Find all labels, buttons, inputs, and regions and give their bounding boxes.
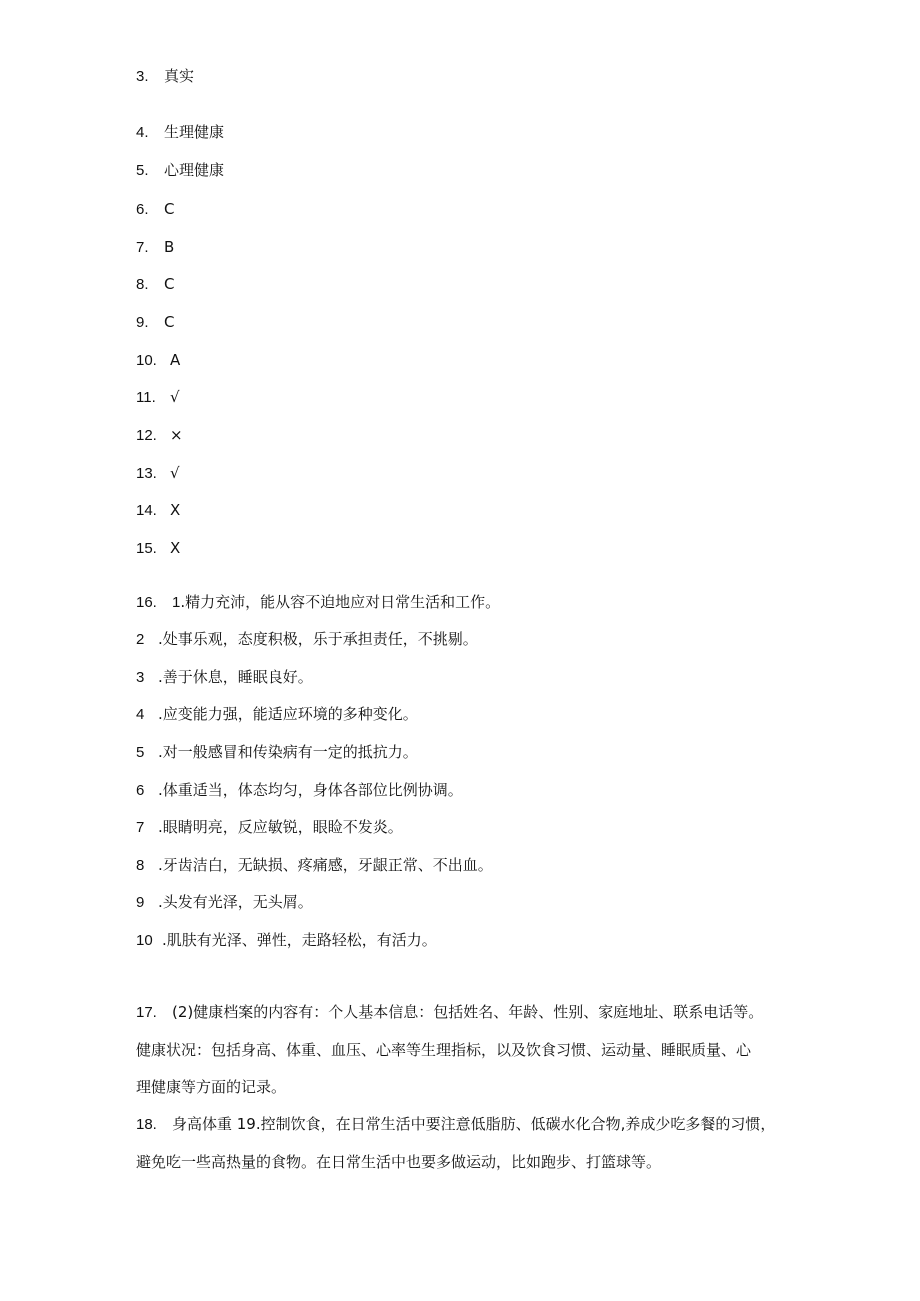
answer-text: √ [170,388,180,406]
answer-number: 9. [136,314,149,331]
item-text: .应变能力强，能适应环境的多种变化。 [158,705,418,723]
item-text: .眼睛明亮，反应敏锐，眼睑不发炎。 [158,818,403,836]
answer-number: 4. [136,124,149,141]
answer-text: 心理健康 [164,161,225,179]
q16-item-8 [136,855,493,875]
question-number: 16. [136,594,157,611]
answer-number: 10. [136,352,157,369]
paragraph-text: 健康状况：包括身高、体重、血压、心率等生理指标，以及饮食习惯、运动量、睡眠质量、心 [136,1041,752,1059]
q16-item-2 [136,629,478,649]
answer-text: √ [170,464,180,482]
q17-line-1 [136,1002,786,1022]
item-number: 10 [136,932,153,949]
answer-number: 8. [136,276,149,293]
answer-9 [136,312,174,332]
answer-text: C [164,313,175,331]
q16-item-5 [136,742,418,762]
q16-item-3 [136,667,313,687]
answer-13 [136,463,180,483]
item-text: .精力充沛，能从容不迫地应对日常生活和工作。 [180,593,501,611]
answer-text: B [164,238,175,256]
item-number: 7 [136,819,145,836]
answer-14 [136,500,180,520]
q16-item-4 [136,704,418,724]
item-text: .善于休息，睡眠良好。 [158,668,313,686]
q16-item-6 [136,780,463,800]
q16-item-1 [136,592,500,612]
answer-number: 11. [136,389,156,406]
answer-5 [136,160,224,180]
answer-number: 7. [136,239,149,256]
item-text: .体重适当，体态均匀，身体各部位比例协调。 [158,781,463,799]
item-text: .处事乐观，态度积极，乐于承担责任，不挑剔。 [158,630,478,648]
item-number: 8 [136,857,145,874]
answer-number: 15. [136,540,157,557]
item-text: .牙齿洁白，无缺损、疼痛感，牙龈正常、不出血。 [158,856,493,874]
answer-number: 14. [136,502,157,519]
answer-6 [136,199,174,219]
paragraph-text: (2)健康档案的内容有：个人基本信息：包括姓名、年龄、性别、家庭地址、联系电话等。 [172,1003,764,1021]
item-text: .头发有光泽，无头屑。 [158,893,313,911]
paragraph-text: 身高体重 19.控制饮食，在日常生活中要注意低脂肪、低碳水化合物,养成少吃多餐的习惯， [172,1115,776,1133]
paragraph-text: 避免吃一些高热量的食物。在日常生活中也要多做运动，比如跑步、打篮球等。 [136,1153,662,1171]
answer-number: 12. [136,427,157,444]
item-number: 4 [136,706,145,723]
answer-10 [136,350,180,370]
item-number: 1 [172,594,181,611]
answer-text: X [170,501,181,519]
q18-line-1 [136,1114,806,1134]
answer-15 [136,538,180,558]
answer-text: X [170,539,181,557]
item-number: 2 [136,631,145,648]
answer-11 [136,387,180,407]
item-number: 9 [136,894,145,911]
q17-line-3 [136,1077,786,1097]
answer-number: 3. [136,68,149,85]
item-number: 5 [136,744,145,761]
q16-item-10 [136,930,437,950]
q16-item-9 [136,892,313,912]
answer-number: 5. [136,162,149,179]
item-text: .肌肤有光泽、弹性，走路轻松，有活力。 [162,931,437,949]
question-number: 18. [136,1116,157,1133]
question-number: 17. [136,1004,157,1021]
answer-7 [136,237,174,257]
answer-text: × [170,426,183,444]
paragraph-text: 理健康等方面的记录。 [136,1078,287,1096]
q18-line-2 [136,1152,786,1172]
answer-8 [136,274,174,294]
item-number: 3 [136,669,145,686]
answer-3 [136,66,194,86]
answer-4 [136,122,224,142]
answer-text: C [164,200,175,218]
item-number: 6 [136,782,145,799]
answer-number: 13. [136,465,157,482]
answer-text: 生理健康 [164,123,225,141]
answer-text: A [170,351,181,369]
answer-12 [136,425,183,445]
answer-text: 真实 [164,67,195,85]
answer-number: 6. [136,201,149,218]
item-text: .对一般感冒和传染病有一定的抵抗力。 [158,743,418,761]
answer-text: C [164,275,175,293]
q16-item-7 [136,817,403,837]
q17-line-2 [136,1040,786,1060]
